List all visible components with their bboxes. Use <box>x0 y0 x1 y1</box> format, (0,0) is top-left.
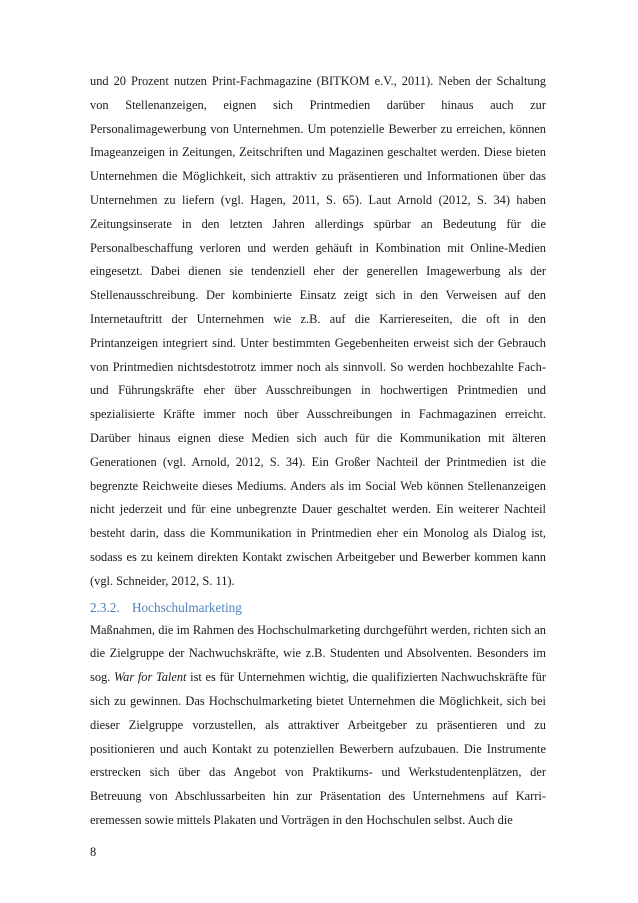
section-title: Hochschulmarketing <box>132 599 242 615</box>
section-heading <box>90 596 546 619</box>
section-number: 2.3.2. <box>90 599 120 615</box>
page-body <box>90 70 546 833</box>
body-paragraph-print-media: und 20 Prozent nutzen Print-Fachmagazine (BITKOM e.V., 2011). Neben der Schaltung von Stellenanzeigen, eignen sich Printmedien darüber hinaus auch zur Personalimagewerbung von Unternehmen. Um potenzielle Bewerber zu erreichen, können Imageanzeigen in Zeitungen, Zeitschriften und Magazinen geschaltet werden. Diese bieten Unternehmen die Möglichkeit, sich attraktiv zu präsentieren und Informationen über das Unternehmen zu liefern (vgl. Hagen, 2011, S. 65). Laut Arnold (2012, S. 34) haben Zeitungsinserate in den letzten Jahren allerdings spürbar an Bedeutung für die Personalbeschaffung verloren und werden gehäuft in Kombination mit Online-Medien eingesetzt. Dabei dienen sie tendenziell eher der generellen Imagewerbung als der Stellenausschreibung. Der kombinierte Einsatz zeigt sich in den Verweisen auf den Internetauftritt der Unternehmen wie z.B. auf die Karriereseiten, die oft in den Printanzeigen integriert sind. Unter bestimmten Gegebenheiten erweist sich der Gebrauch von Printmedien nichtsdestotrotz immer noch als sinnvoll. So werden hochbezahlte Fach- und Führungskräfte eher über Ausschreibungen in hochwertigen Printmedien und spezialisierte Kräfte immer noch über Ausschreibungen in Fachmagazinen erreicht. Darüber hinaus eignen diese Medien sich auch für die Kommunikation mit älteren Generationen (vgl. Arnold, 2012, S. 34). Ein Großer Nachteil der Printmedien ist die begrenzte Reichweite dieses Mediums. Anders als im Social Web können Stellenanzeigen nicht jederzeit und für eine unbegrenzte Dauer geschaltet werden. Ein weiterer Nachteil besteht darin, dass die Kommunikation in Printmedien eher ein Monolog als Dialog ist, sodass es zu keinem direkten Kontakt zwischen Arbeitgeber und Bewerber kommen kann (vgl. Schneider, 2012, S. 11). <box>90 74 546 588</box>
paragraph-text-continued: ist es für Unternehmen wichtig, die qualifizierten Nachwuchskräfte für sich zu gewinnen. Das Hochschulmarketing bietet Unternehmen die Möglichkeit, sich bei dieser Zielgruppe vorzustellen, als attraktiver Arbeitgeber zu präsentieren und zu positionieren und auch Kontakt zu potenziellen Bewerbern aufzubauen. Die Instrumente erstrecken sich über das Angebot von Praktikums- und Werkstudentenplätzen, der Betreuung von Abschlussarbeiten hin zur Präsentation des Unternehmens auf Karrieremessen sowie mittels Plakaten und Vorträgen in den Hochschulen selbst. Auch die <box>90 670 546 827</box>
body-paragraph-university-marketing <box>90 619 546 833</box>
page-number: 8 <box>90 845 97 859</box>
emphasized-term: War for Talent <box>113 670 187 685</box>
paragraph-text-start: Maßnahmen, die im Rahmen des Hochschulmarketing durchgeführt werden, richten sich an die Zielgruppe der Nachwuchskräfte, wie z.B. Studenten und Absolventen. Besonders im sog. <box>90 622 546 685</box>
